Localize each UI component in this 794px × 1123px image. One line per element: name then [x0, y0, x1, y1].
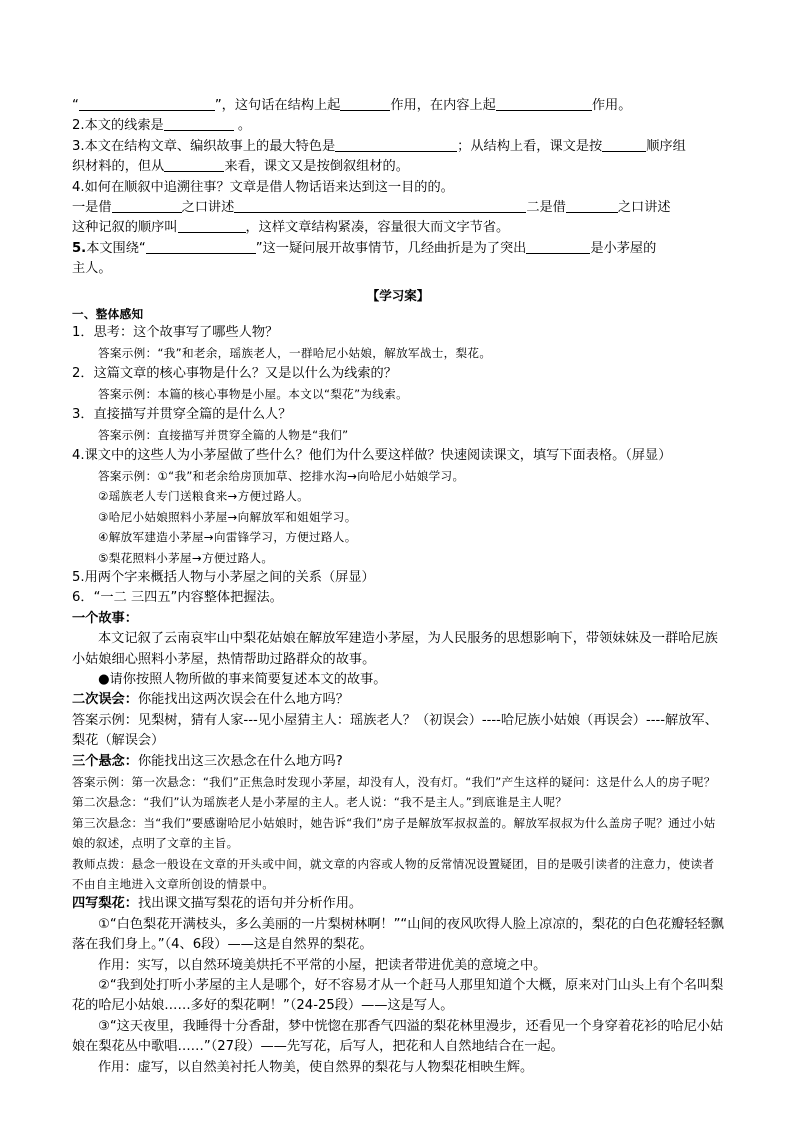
text: “: [72, 98, 79, 113]
blank-field[interactable]: [164, 116, 234, 131]
text: 3.本文在结构文章、编织故事上的最大特色是: [72, 138, 336, 154]
answer-4-line: ③哈尼小姑娘照料小茅屋→向解放军和姐姐学习。: [98, 509, 357, 524]
text: ，这样文章结构紧凑，容量很大而文字节省。: [245, 220, 510, 236]
pear-blossom-item: ③“这天夜里，我睡得十分香甜，梦中恍惚在那香气四溢的梨花林里漫步，还看见一个身穿着花衫的哈尼小姑娘在梨花丛中歌唱……”（27段）——先写花，后写人，把花和人自然地结合在一起。: [72, 1018, 724, 1055]
suspense-heading: [72, 752, 724, 772]
text: 。: [237, 118, 252, 134]
text: 作用。: [591, 98, 632, 113]
text: 之口讲述: [181, 200, 235, 216]
fill-line-4: [72, 157, 724, 177]
misunderstanding-heading: [72, 690, 724, 710]
pear-blossom-item: ②“我到处打听小茅屋的主人是哪个，好不容易才从一个赶马人那里知道个大概，原来对门山头上有个名叫梨花的哈尼小姑娘……多好的梨花啊！”（24-25段）——这是写人。: [72, 978, 724, 1014]
pear-blossom-item: ①“白色梨花开满枝头，多么美丽的一片梨树林啊！”“山间的夜风吹得人脸上凉凉的，梨花的白色花瓣轻轻飘落在我们身上。”（4、6段）——这是自然界的梨花。: [72, 916, 724, 953]
teacher-note: 教师点拨：悬念一般设在文章的开头或中间，就文章的内容或人物的反常情况设置疑团，目的是吸引读者的注意力，使读者不由自主地进入文章所创设的情景中。: [72, 856, 715, 892]
fill-line-7: [72, 218, 724, 238]
question-3: 3．直接描写并贯穿全篇的是什么人？: [72, 406, 292, 422]
fill-line-9: [72, 259, 724, 279]
blank-field[interactable]: [112, 198, 182, 213]
fill-line-5: [72, 178, 724, 198]
blank-field[interactable]: [340, 96, 390, 111]
text: 本文围绕“: [86, 240, 146, 256]
fill-line-3: [72, 137, 724, 157]
text: 来看，课文又是按倒叙组材的。: [224, 159, 409, 175]
question-text: 你能找出这两次误会在什么地方吗？: [137, 692, 349, 708]
question-text: 找出课文描写梨花的语句并分析作用。: [137, 896, 363, 912]
text: 2.本文的线索是: [72, 118, 164, 134]
text: 顺序组: [646, 138, 686, 154]
blank-field[interactable]: [526, 239, 590, 254]
heading-label: 三个悬念：: [72, 753, 138, 769]
story-paragraph: 本文记叙了云南哀牢山中梨花姑娘在解放军建造小茅屋，为人民服务的思想影响下，带领妹妹及一群哈尼族小姑娘细心照料小茅屋，热情帮助过路群众的故事。: [72, 631, 718, 667]
study-title: 【学习案】: [366, 287, 430, 303]
text: 主人。: [72, 261, 112, 277]
text: 是小茅屋的: [590, 240, 657, 256]
blank-field[interactable]: [234, 198, 526, 213]
pear-blossom-item: 作用：虚写，以自然美衬托人物美，使自然界的梨花与人物梨花相映生辉。: [98, 1059, 534, 1075]
text: 织材料的，但从: [72, 159, 165, 175]
text: 之口讲述: [617, 200, 671, 216]
story-heading: 一个故事：: [72, 610, 138, 626]
answer-2: 答案示例：本篇的核心事物是小屋。本文以“梨花”为线索。: [98, 387, 408, 402]
answer-4-line: 答案示例：①“我”和老余给房顶加草、挖排水沟→向哈尼小姑娘学习。: [98, 468, 465, 483]
question-4: 4.课文中的这些人为小茅屋做了些什么？他们为什么要这样做？快速阅读课文，填写下面表格。（屏显）: [72, 447, 672, 463]
text: 一是借: [72, 200, 112, 216]
text: ”这一疑问展开故事情节，几经曲折是为了突出: [255, 240, 527, 256]
story-bullet: ●请你按照人物所做的事来简要复述本文的故事。: [98, 671, 387, 687]
blank-field[interactable]: [566, 198, 618, 213]
question-5: 5.用两个字来概括人物与小茅屋之间的关系（屏显）: [72, 569, 375, 585]
answer-4-line: ⑤梨花照料小茅屋→方便过路人。: [98, 550, 274, 565]
answer-4-line: ④解放军建造小茅屋→向雷锋学习，方便过路人。: [98, 530, 357, 545]
blank-field[interactable]: [335, 137, 457, 152]
answer-3: 答案示例：直接描写并贯穿全篇的人物是“我们”: [98, 428, 349, 443]
fill-line-8: [72, 239, 724, 259]
blank-field[interactable]: [496, 96, 592, 111]
fill-line-6: [72, 198, 724, 218]
text: ”，这句话在结构上起: [214, 98, 341, 113]
pear-blossom-heading: [72, 894, 724, 914]
fill-line-2: [72, 116, 724, 136]
question-6: 6．“一二 三四五”内容整体把握法。: [72, 590, 283, 606]
section-heading: 一、整体感知: [72, 307, 144, 322]
text: ；从结构上看，课文是按: [457, 138, 603, 154]
text: 5.: [72, 240, 87, 256]
answer-1: 答案示例：“我”和老余，瑶族老人，一群哈尼小姑娘，解放军战士，梨花。: [98, 346, 492, 361]
text: 这种记叙的顺序叫: [72, 220, 178, 236]
heading-label: 四写梨花：: [72, 896, 138, 912]
blank-field[interactable]: [602, 137, 646, 152]
blank-field[interactable]: [164, 157, 224, 172]
blank-field[interactable]: [178, 218, 246, 233]
heading-label: 二次误会：: [72, 692, 138, 708]
answer-4-line: ②瑶族老人专门送粮食来→方便过路人。: [98, 489, 310, 504]
misunderstanding-answer: 答案示例：见梨树，猜有人家---见小屋猜主人：瑶族老人？（初误会）----哈尼族小姑娘（再误会）----解放军、梨花（解误会）: [72, 712, 718, 749]
pear-blossom-item: 作用：实写，以自然环境美烘托不平常的小屋，把读者带进优美的意境之中。: [98, 957, 547, 973]
question-2: 2．这篇文章的核心事物是什么？又是以什么为线索的？: [72, 365, 397, 381]
blank-field[interactable]: [146, 239, 256, 254]
suspense-answer: 第三次悬念：当“我们”要感谢哈尼小姑娘时，她告诉“我们”房子是解放军叔叔盖的。解放军叔叔为什么盖房子呢？通过小姑娘的叙述，点明了文章的主旨。: [72, 815, 716, 851]
fill-line-1: [72, 96, 724, 116]
text: 4.如何在顺叙中追溯往事？文章是借人物话语来达到这一目的的。: [72, 179, 454, 195]
document-page: [72, 96, 724, 1078]
text: 二是借: [526, 200, 566, 216]
question-1: 1．思考：这个故事写了哪些人物？: [72, 325, 279, 341]
suspense-answer: 第二次悬念：“我们”认为瑶族老人是小茅屋的主人。老人说：“我不是主人。”到底谁是主人呢？: [72, 795, 568, 810]
question-text: 你能找出这三次悬念在什么地方吗?: [137, 753, 343, 769]
suspense-answer: 答案示例：第一次悬念：“我们”正焦急时发现小茅屋，却没有人，没有灯。“我们”产生这样的疑问：这是什么人的房子呢？: [72, 775, 716, 789]
blank-field[interactable]: [79, 96, 215, 111]
text: 作用，在内容上起: [390, 98, 496, 113]
